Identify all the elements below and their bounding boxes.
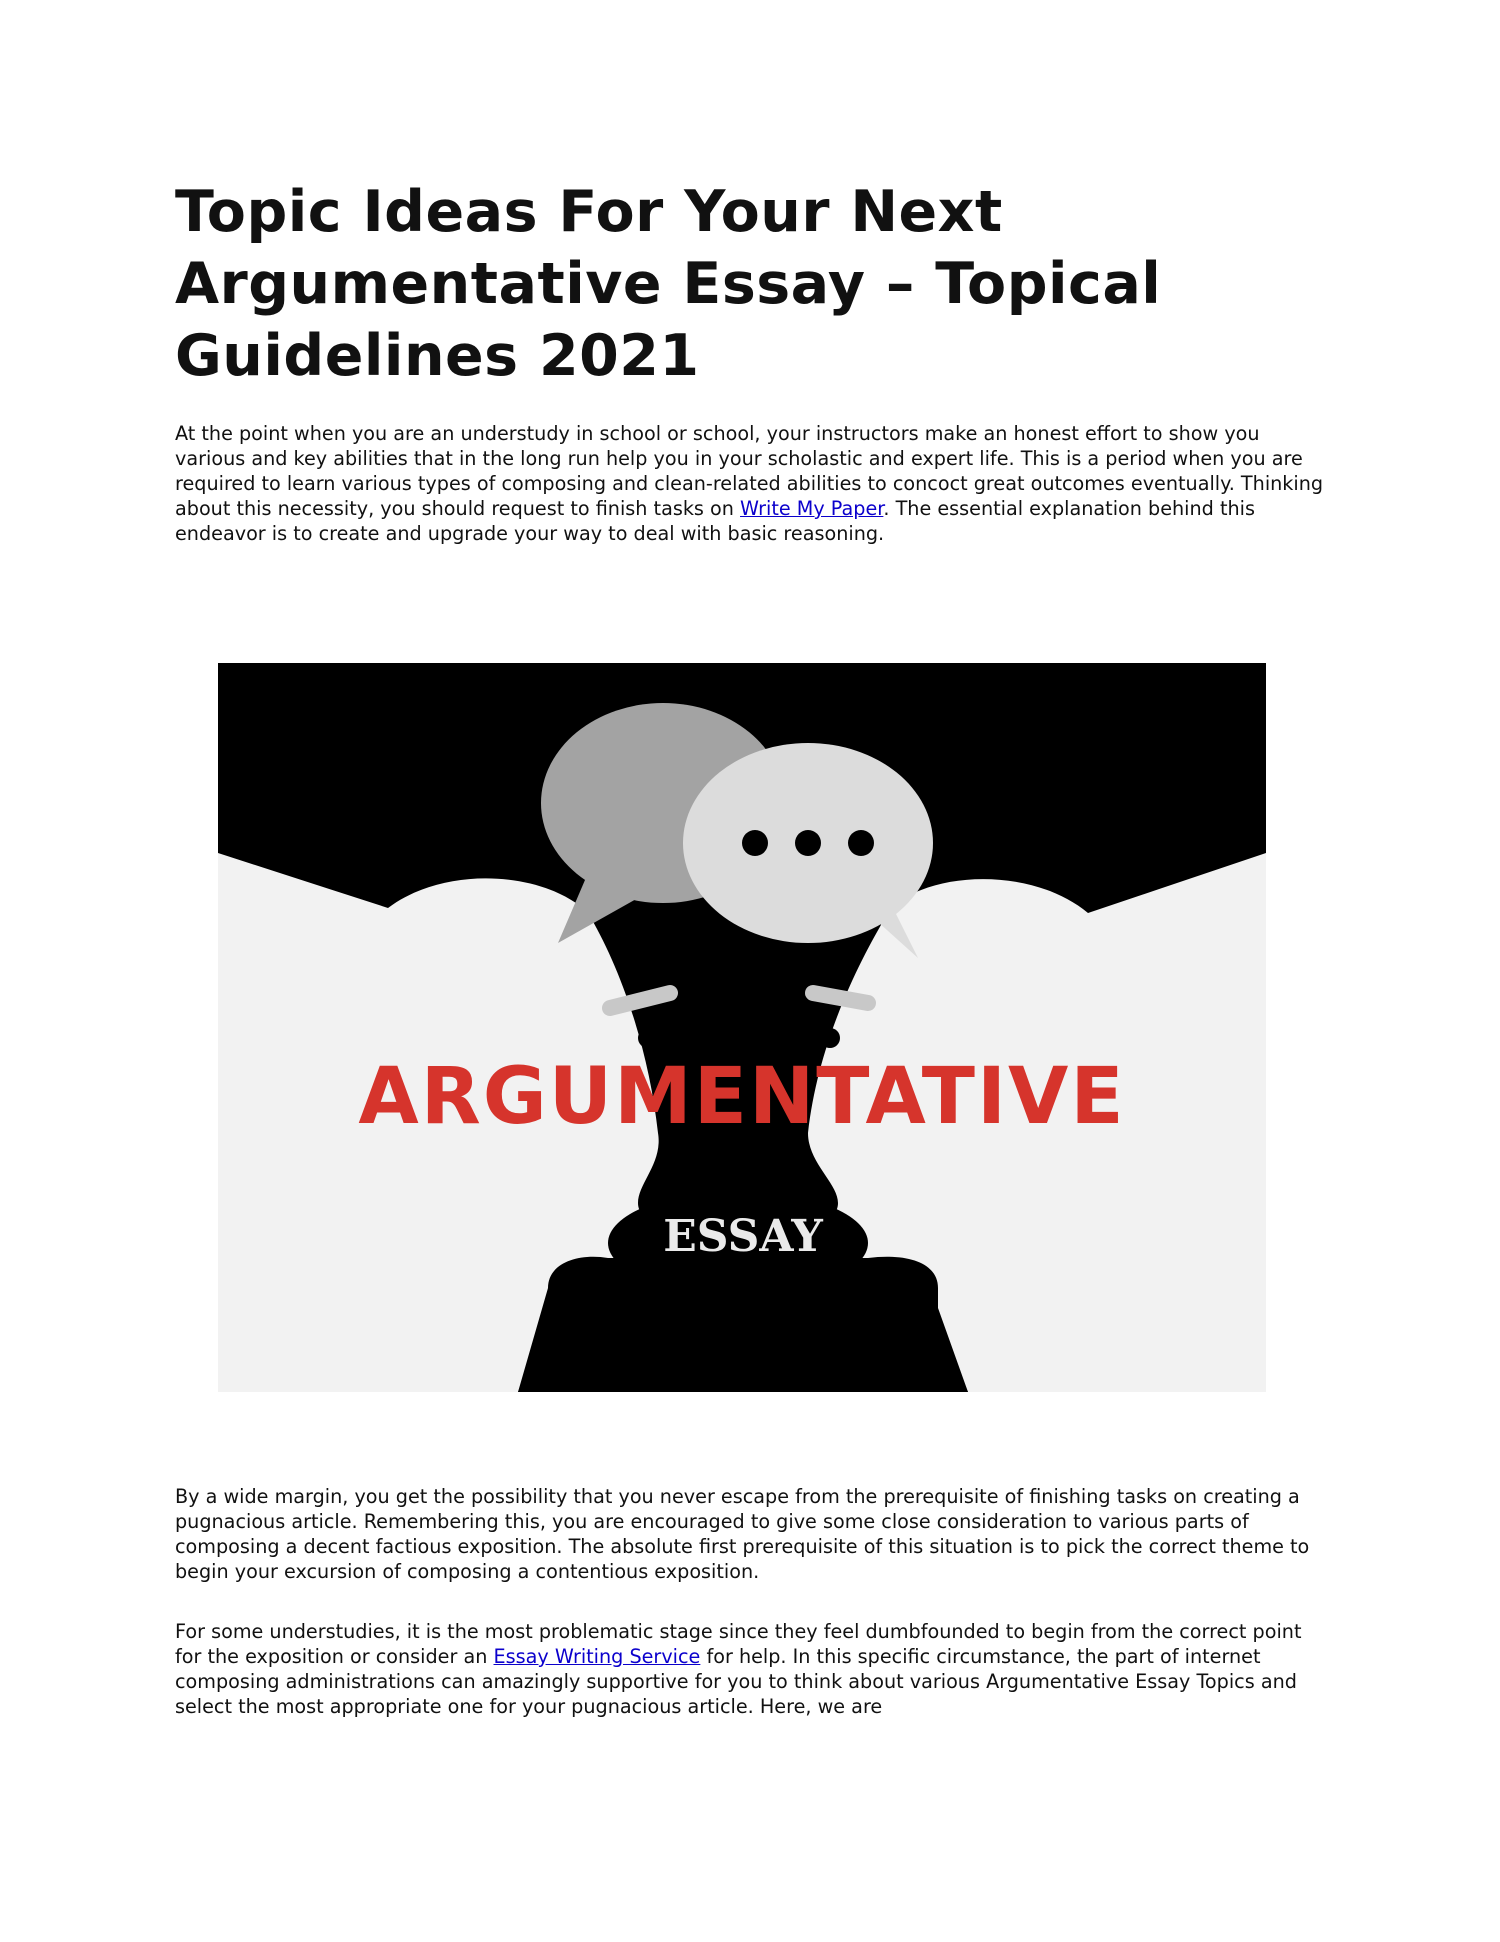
- paragraph-text: for help. In this specific circumstance, the part of internet composing administrations can amazingly supportive for you to think about various Argumentative Essay Topics and select the most appropriate one for your pugnacious article. Here, we are: [175, 1645, 1297, 1718]
- body-paragraph: [175, 1619, 1325, 1719]
- page-title: Topic Ideas For Your Next Argumentative Essay – Topical Guidelines 2021: [175, 179, 1162, 389]
- essay-word: ESSAY: [663, 1211, 823, 1262]
- paragraph-text: . The essential explanation behind this endeavor is to create and upgrade your way to deal with basic reasoning.: [175, 497, 1255, 545]
- intro-paragraph: [175, 421, 1325, 546]
- essay-writing-service-link[interactable]: Essay Writing Service: [493, 1645, 701, 1668]
- write-my-paper-link[interactable]: Write My Paper: [740, 497, 884, 520]
- body-paragraph: [175, 1484, 1325, 1584]
- argumentative-word: ARGUMENTATIVE: [358, 1052, 1126, 1142]
- paragraph-text: For some understudies, it is the most problematic stage since they feel dumbfounded to begin from the correct point for the exposition or consider an: [175, 1620, 1302, 1668]
- paragraph-text: By a wide margin, you get the possibility that you never escape from the prerequisite of finishing tasks on creating a pugnacious article. Remembering this, you are encouraged to give some close consideration to various parts of composing a decent factious exposition. The absolute first prerequisite of this situation is to pick the correct theme to begin your excursion of composing a contentious exposition.: [175, 1485, 1310, 1583]
- paragraph-text: At the point when you are an understudy in school or school, your instructors make an honest effort to show you various and key abilities that in the long run help you in your scholastic and expert life. This is a period when you are required to learn various types of composing and clean-related abilities to concoct great outcomes eventually. Thinking about this necessity, you should request to finish tasks on: [175, 422, 1324, 520]
- argumentative-essay-illustration: [218, 663, 1266, 1392]
